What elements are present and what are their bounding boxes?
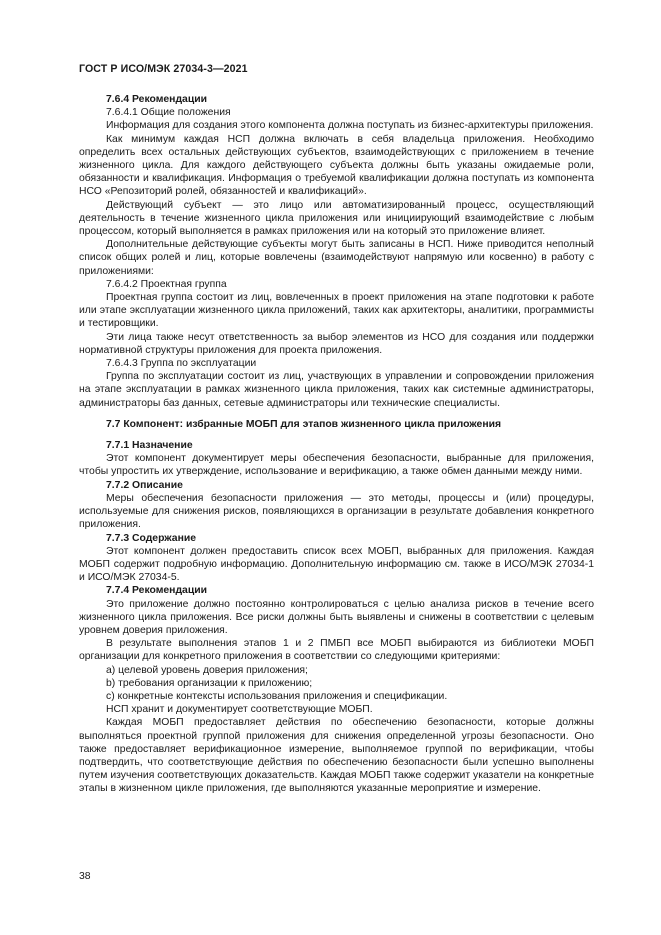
paragraph: Информация для создания этого компонента должна поступать из бизнес-архитектуры приложения.: [106, 120, 594, 132]
list-item-c: с) конкретные контексты использования приложения и спецификации.: [106, 690, 448, 702]
paragraph: Как минимум каждая НСП должна включать в себя владельца приложения. Необходимо определить всех остальных действующих субъектов, взаимодействующих с приложением в течение жизненного цикла. Для каждого действующего субъекта должны быть указаны ожидаемые роли, обязанности и квалификация. Информация о требуемой квалификации должна поступать из компонента НСО «Репозиторий ролей, обязанностей и квалификаций».: [79, 133, 594, 198]
paragraph: Это приложение должно постоянно контролироваться с целью анализа рисков в течение всего жизненного цикла приложения. Все риски должны быть выявлены и снижены в соответствии с целевым уровнем доверия приложения.: [79, 598, 594, 636]
heading-7-7-2: 7.7.2 Описание: [106, 479, 183, 491]
heading-7-7-1: 7.7.1 Назначение: [106, 440, 193, 452]
paragraph: Этот компонент документирует меры обеспечения безопасности, выбранные для приложения, чтобы упростить их утверждение, использование и верификацию, а также обмен данными между ними.: [79, 453, 594, 478]
paragraph: Меры обеспечения безопасности приложения — это методы, процессы и (или) процедуры, используемые для снижения рисков, появляющихся в организации в результате добавления конкретного приложения.: [79, 492, 594, 531]
section-heading-7-7: 7.7 Компонент: избранные МОБП для этапов жизненного цикла приложения: [106, 418, 502, 430]
list-item-a: а) целевой уровень доверия приложения;: [106, 664, 308, 676]
subheading-7-6-4-1: 7.6.4.1 Общие положения: [106, 107, 231, 119]
paragraph: Действующий субъект — это лицо или автоматизированный процесс, осуществляющий деятельность в течение жизненного цикла приложения или инициирующий взаимодействие с любым процессом, который выполняется в рамках приложения или на который это приложение влияет.: [79, 199, 594, 238]
document-header: ГОСТ Р ИСО/МЭК 27034-3—2021: [79, 63, 248, 75]
list-item-b: b) требования организации к приложению;: [106, 677, 313, 689]
paragraph: Этот компонент должен предоставить список всех МОБП, выбранных для приложения. Каждая МОБП содержит подробную информацию. Дополнительную информацию см. также в ИСО/МЭК 27034-1 и ИСО/МЭК 27034-5.: [79, 545, 594, 584]
paragraph: Группа по эксплуатации состоит из лиц, участвующих в управлении и сопровождении приложения на этапе эксплуатации в рамках жизненного цикла приложения, таких как системные администраторы, администраторы баз данных, сетевые администраторы или технические специалисты.: [79, 371, 594, 409]
paragraph: Эти лица также несут ответственность за выбор элементов из НСО для создания или поддержки нормативной структуры приложения для проекта приложения.: [79, 331, 594, 356]
heading-7-7-3: 7.7.3 Содержание: [106, 532, 197, 544]
document-body: [79, 93, 594, 796]
paragraph: Проектная группа состоит из лиц, вовлеченных в проект приложения на этапе подготовки к работе или этапе эксплуатации жизненного цикла приложений, таких как архитекторы, аналитики, программисты и тестировщики.: [79, 292, 594, 330]
paragraph: Каждая МОБП предоставляет действия по обеспечению безопасности, которые должны выполняться проектной группой приложения для снижения определенной угрозы безопасности. Оно также предоставляет верификационное измерение, выполняемое группой по верификации, чтобы подтвердить, что соответствующие действия по обеспечению безопасности были успешно выполнены путем изучения соответствующих доказательств. Каждая МОБП также содержит указатели на конкретные этапы в жизненном цикле приложения, где выполняются указанные мероприятие и измерение.: [79, 717, 594, 795]
subheading-7-6-4-2: 7.6.4.2 Проектная группа: [106, 278, 227, 290]
paragraph: Дополнительные действующие субъекты могут быть записаны в НСП. Ниже приводится неполный список общих ролей и лиц, которые вовлечены (взаимодействуют напрямую или косвенно) в работу с приложениями:: [79, 239, 594, 277]
paragraph: В результате выполнения этапов 1 и 2 ПМБП все МОБП выбираются из библиотеки МОБП организации для конкретного приложения в соответствии со следующими критериями:: [79, 638, 594, 663]
paragraph: НСП хранит и документирует соответствующие МОБП.: [106, 704, 373, 716]
page-number: 38: [79, 871, 91, 882]
subheading-7-6-4-3: 7.6.4.3 Группа по эксплуатации: [106, 358, 257, 370]
heading-7-7-4: 7.7.4 Рекомендации: [106, 585, 207, 597]
heading-7-6-4: 7.6.4 Рекомендации: [106, 94, 207, 105]
